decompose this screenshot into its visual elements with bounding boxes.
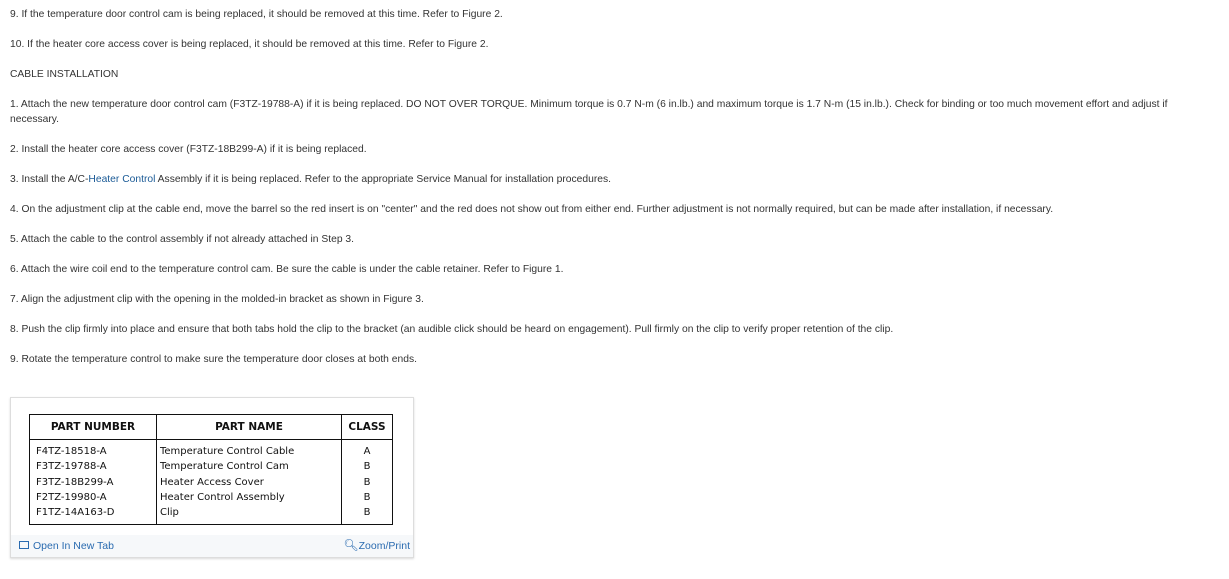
step-8: 8. Push the clip firmly into place and ensure that both tabs hold the clip to the bracket (an audible click should be heard on engagement). Pull firmly on the clip to verify proper retention of the clip. — [10, 324, 894, 335]
heater-control-link[interactable]: Heater Control — [88, 174, 156, 185]
section-title: CABLE INSTALLATION — [10, 69, 119, 80]
open-tab-label: Open In New Tab — [33, 540, 114, 552]
step-3-text: 3. Install the A/C- — [10, 174, 89, 185]
step-9: 9. Rotate the temperature control to make sure the temperature door closes at both ends. — [10, 354, 417, 365]
part-name: Temperature Control Cable — [157, 440, 342, 460]
step-5: 5. Attach the cable to the control assembly if not already attached in Step 3. — [10, 234, 355, 245]
part-number: F3TZ-19788-A — [30, 459, 157, 474]
step-pre-10: 10. If the heater core access cover is being replaced, it should be removed at this time. Refer to Figure 2. — [10, 39, 489, 50]
zoom-print-label: Zoom/Print — [358, 540, 410, 552]
part-number: F2TZ-19980-A — [30, 490, 157, 505]
header-part-name: PART NAME — [157, 415, 342, 440]
header-part-number: PART NUMBER — [30, 415, 157, 440]
step-2: 2. Install the heater core access cover (F3TZ-18B299-A) if it is being replaced. — [10, 144, 367, 155]
step-3-text-end: Assembly if it is being replaced. Refer to the appropriate Service Manual for installation procedures. — [155, 174, 611, 185]
step-3 — [10, 172, 1205, 187]
magnifier-icon: 🔍︎ — [343, 538, 359, 552]
header-class: CLASS — [342, 415, 393, 440]
step-1: 1. Attach the new temperature door control cam (F3TZ-19788-A) if it is being replaced. DO NOT OVER TORQUE. Minimum torque is 0.7 N-m (6 in.lb.) and maximum torque is 1.7 N-m (15 in.lb.). Check for binding or too much movement effort and adjust if necessary. — [10, 99, 1168, 125]
open-new-tab-link[interactable] — [19, 540, 114, 552]
step-pre-9: 9. If the temperature door control cam is being replaced, it should be removed at this time. Refer to Figure 2. — [10, 9, 503, 20]
step-4: 4. On the adjustment clip at the cable end, move the barrel so the red insert is on "center" and the red does not show out from either end. Further adjustment is not normally required, but can be made after installation, if necessary. — [10, 204, 1054, 215]
table-row — [30, 475, 393, 490]
parts-table — [29, 414, 393, 525]
table-row — [30, 440, 393, 460]
part-class: B — [342, 475, 393, 490]
zoom-print-link[interactable] — [343, 538, 410, 552]
part-number: F3TZ-18B299-A — [30, 475, 157, 490]
table-row — [30, 459, 393, 474]
part-class: B — [342, 490, 393, 505]
step-6: 6. Attach the wire coil end to the temperature control cam. Be sure the cable is under the cable retainer. Refer to Figure 1. — [10, 264, 564, 275]
part-name: Clip — [157, 505, 342, 525]
parts-figure — [10, 397, 414, 558]
part-number: F4TZ-18518-A — [30, 440, 157, 460]
part-number: F1TZ-14A163-D — [30, 505, 157, 525]
figure-footer — [11, 535, 413, 557]
table-row — [30, 490, 393, 505]
step-7: 7. Align the adjustment clip with the opening in the molded-in bracket as shown in Figure 3. — [10, 294, 424, 305]
part-class: B — [342, 459, 393, 474]
part-name: Heater Control Assembly — [157, 490, 342, 505]
part-class: A — [342, 440, 393, 460]
table-row — [30, 505, 393, 525]
part-class: B — [342, 505, 393, 525]
open-tab-icon — [19, 541, 29, 549]
part-name: Heater Access Cover — [157, 475, 342, 490]
part-name: Temperature Control Cam — [157, 459, 342, 474]
